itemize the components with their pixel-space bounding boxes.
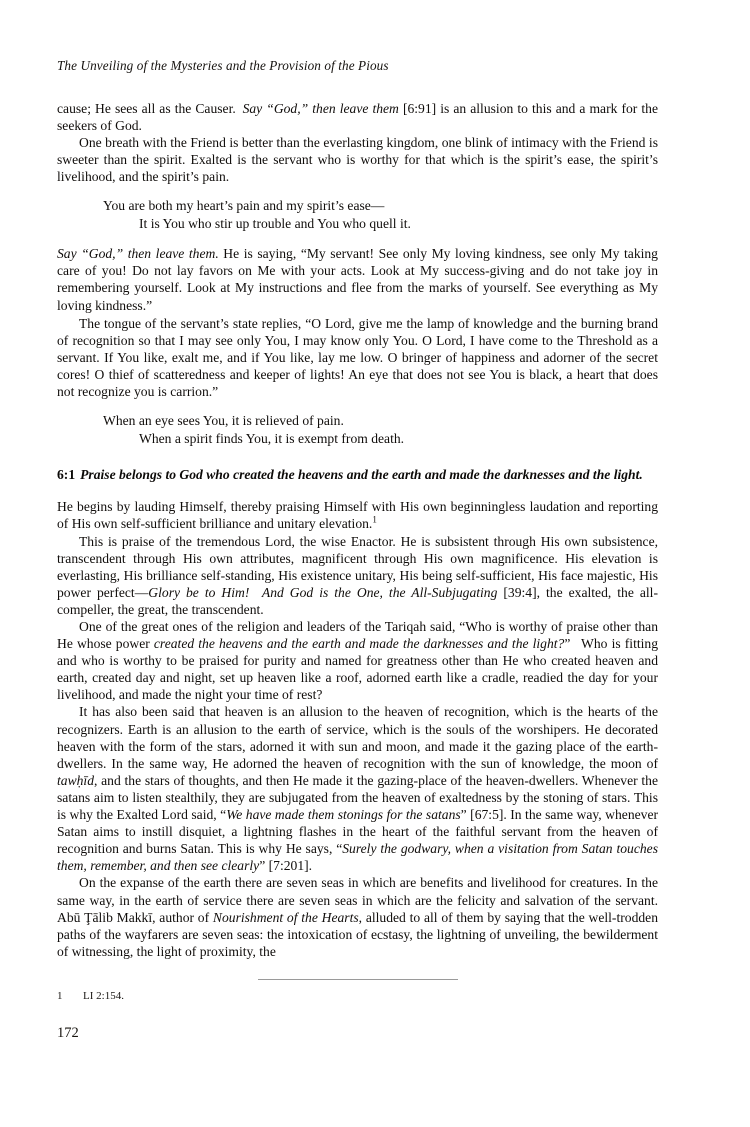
footnote-marker-1[interactable]: 1 xyxy=(372,514,377,525)
verse-block-1 xyxy=(57,197,658,232)
verse-heading-6-1 xyxy=(57,466,658,483)
quran-quote-repeat: Say “God,” then leave them. xyxy=(57,246,219,262)
paragraph-7-pre: One of the great ones of the religion and leaders of the Tariqah said, “Who is worthy of praise other than He whose power xyxy=(57,619,658,652)
footnote-separator xyxy=(258,979,458,980)
book-title-nourishment-of-the-hearts: Nourishment of the Hearts xyxy=(212,909,359,925)
quran-quote-6-91: Say “God,” then leave them xyxy=(242,101,399,116)
verse-line: When a spirit finds You, it is exempt from death. xyxy=(139,430,405,446)
paragraph-7-post: ” Who is fitting and who is worthy to be praised for purity and named for greatness other than He who created heaven and earth, created day and night, set up heaven like a roof, adorned earth like a cradle, readied the day for your livelihood, and made the night your time of rest? xyxy=(57,636,658,703)
paragraph-8-seg2: , and the stars of thoughts, and then He made it the gazing-place of the heaven-dwellers. Whenever the satans aim to listen stealthily, they are subjugated from the heaven of exaltedness by the stoning of stars. This is why the Exalted Lord said, “ xyxy=(57,772,658,823)
paragraph-2: One breath with the Friend is better than the everlasting kingdom, one blink of intimacy with the Friend is sweeter than the spirit. Exalted is the servant who is worthy for that which is the spirit’s ease, the spirit’s livelihood, and the spirit’s pain. xyxy=(57,135,658,185)
paragraph-6-post: [39:4], the exalted, the all-compeller, the great, the transcendent. xyxy=(57,584,658,617)
quran-quote-67-5: We have made them stonings for the satans xyxy=(226,807,461,823)
page-number: 172 xyxy=(57,1025,79,1041)
paragraph-5-text: He begins by lauding Himself, thereby praising Himself with His own beginningless laudation and reporting of His own self-sufficient brilliance and unitary elevation. xyxy=(57,499,658,532)
paragraph-4: The tongue of the servant’s state replies, “O Lord, give me the lamp of knowledge and the burning brand of recognition so that I may see only You, I may know only You. O Lord, I have come to the Threshold as a servant. If You like, exalt me, and if You like, lay me low. O bringer of happiness and adorner of the secret cores! O thief of scatteredness and keeper of lights! An eye that does not see You is black, a heart that does not recognize you is carrion.” xyxy=(57,315,658,400)
term-tawhid: tawḥīd xyxy=(57,772,95,788)
paragraph-9-seg1: On the expanse of the earth there are seven seas in which are benefits and livelihood for creatures. In the same way, in the earth of service there are seven seas in which are the felicity and salvation of the servant. Abū Ţālib Makkī, author of xyxy=(57,875,658,925)
quran-quote-7-201: Surely the godwary, when a visitation from Satan touches them, remember, and then see clearly xyxy=(57,841,658,874)
verse-heading-text: Praise belongs to God who created the heavens and the earth and made the darknesses and the light. xyxy=(80,466,643,482)
verse-line: It is You who stir up trouble and You who quell it. xyxy=(139,215,411,231)
verse-line: You are both my heart’s pain and my spirit’s ease— xyxy=(103,198,385,214)
quran-quote-39-4: Glory be to Him! And God is the One, the All-Subjugating xyxy=(148,584,498,600)
footnote-number: 1 xyxy=(57,989,63,1002)
verse-block-2 xyxy=(57,412,658,447)
paragraph-3 xyxy=(57,245,658,313)
verse-line: When an eye sees You, it is relieved of pain. xyxy=(103,413,344,429)
paragraph-8-seg3: ” [67:5]. In the same way, whenever Satan aims to instill disquiet, a lightning flashes in the heart of the faithful servant from the heaven of recognition and burns Satan. This is why He says, “ xyxy=(57,807,659,857)
paragraph-6-pre: This is praise of the tremendous Lord, the wise Enactor. He is subsistent through His own subsistence, transcendent through His own attributes, magnificent through His own magnificence. His elevation is everlasting, His brilliance self-standing, His existence unitary, His being self-sufficient, His face majestic, His power perfect— xyxy=(57,533,658,600)
verse-number: 6:1 xyxy=(57,466,76,482)
running-head: The Unveiling of the Mysteries and the Provision of the Pious xyxy=(57,58,389,73)
paragraph-1-pre: cause; He sees all as the Causer. xyxy=(57,101,243,116)
footnote-text: LI 2:154. xyxy=(83,989,124,1002)
paragraph-8-seg4: ” [7:201]. xyxy=(259,858,313,874)
quran-quote-inline-6-1: created the heavens and the earth and made the darknesses and the light? xyxy=(153,636,565,652)
paragraph-5 xyxy=(57,498,658,532)
paragraph-8 xyxy=(57,703,658,874)
page-content xyxy=(57,0,658,1003)
footnote-item xyxy=(57,989,658,1003)
paragraph-9-seg2: , alluded to all of them by saying that the well-trodden paths of the wayfarers are seven seas: the intoxication of ecstasy, the lightning of unveiling, the bewilderment of witnessing, the light of proximity, the xyxy=(57,909,658,959)
paragraph-9 xyxy=(57,874,658,959)
paragraph-7 xyxy=(57,618,658,703)
paragraph-8-seg1: It has also been said that heaven is an allusion to the heaven of recognition, which is the hearts of the recognizers. Earth is an allusion to the earth of service, which is the souls of the worshipers. He decorated heaven with the form of the stars, adorned it with sun and moon, and made it the gazing place of the earth-dwellers. In the same way, He adorned the heaven of recognition with the sun of knowledge, the moon of xyxy=(57,704,658,771)
paragraph-3-post: He is saying, “My servant! See only My loving kindness, see only My taking care of you! Do not lay favors on Me with your acts. Look at My success-giving and do not take joy in remembering yourself. Look at My instructions and flee from the marks of yourself. See everything as My loving kindness.” xyxy=(57,246,658,313)
paragraph-1 xyxy=(57,100,658,134)
paragraph-6 xyxy=(57,533,658,618)
paragraph-1-post: [6:91] is an allusion to this and a mark for the seekers of God. xyxy=(57,101,658,134)
